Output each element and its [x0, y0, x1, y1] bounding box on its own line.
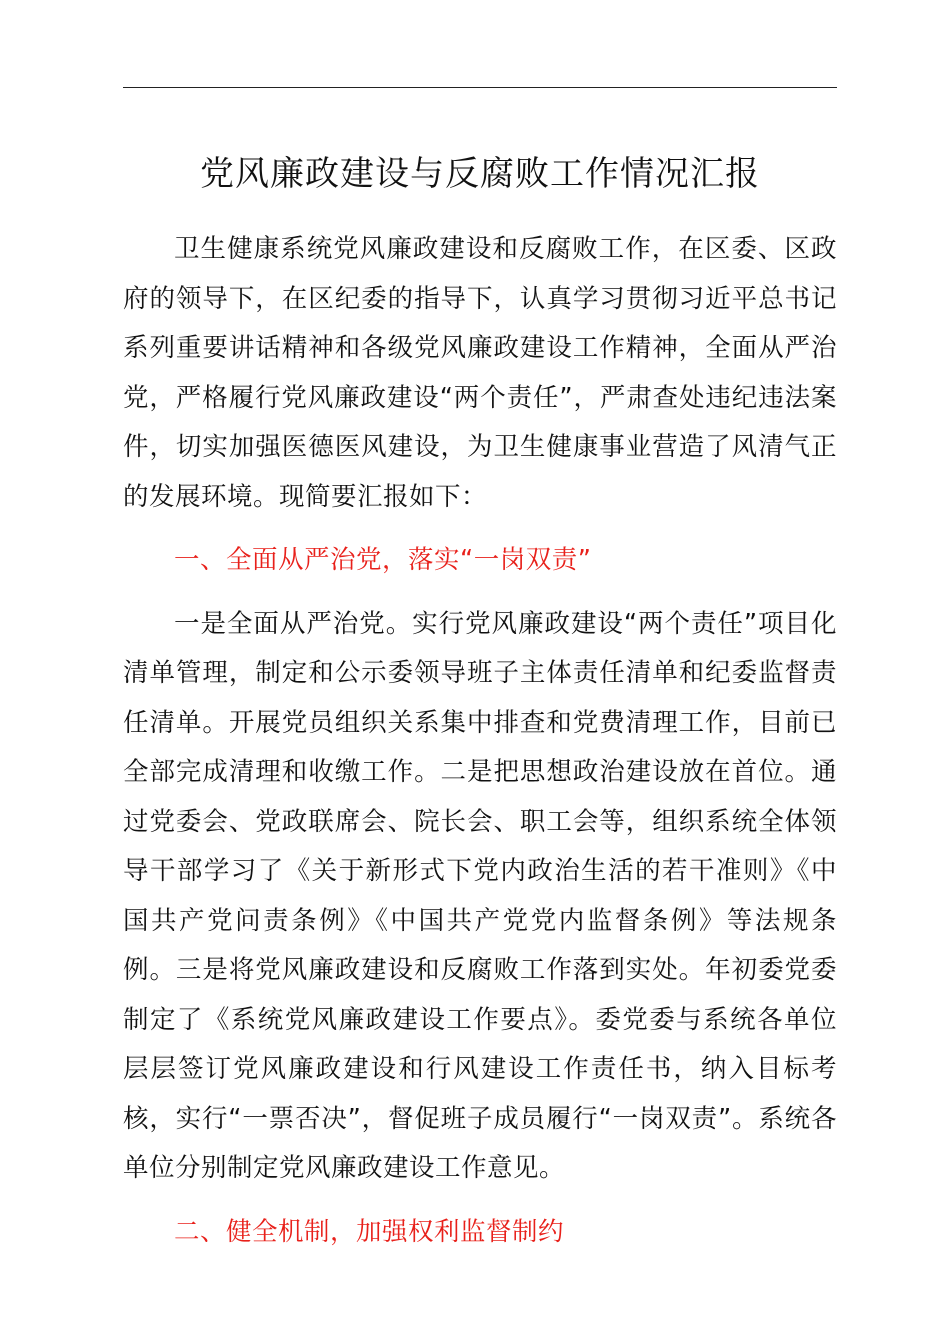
document-title: 党风廉政建设与反腐败工作情况汇报: [200, 154, 760, 194]
intro-paragraph: 卫生健康系统党风廉政建设和反腐败工作，在区委、区政府的领导下，在区纪委的指导下，认真学习贯彻习近平总书记系列重要讲话精神和各级党风廉政建设工作精神，全面从严治党，严格履行党风廉政建设“两个责任”，严肃查处违纪违法案件，切实加强医德医风建设，为卫生健康事业营造了风清气正的发展环境。现简要汇报如下：: [123, 234, 837, 512]
section-heading-1: 一、全面从严治党，落实“一岗双责”: [174, 545, 592, 575]
section-1-paragraph: 一是全面从严治党。实行党风廉政建设“两个责任”项目化清单管理，制定和公示委领导班子主体责任清单和纪委监督责任清单。开展党员组织关系集中排查和党费清理工作，目前已全部完成清理和收缴工作。二是把思想政治建设放在首位。通过党委会、党政联席会、院长会、职工会等，组织系统全体领导干部学习了《关于新形式下党内政治生活的若干准则》《中国共产党问责条例》《中国共产党党内监督条例》等法规条例。三是将党风廉政建设和反腐败工作落到实处。年初委党委制定了《系统党风廉政建设工作要点》。委党委与系统各单位层层签订党风廉政建设和行风建设工作责任书，纳入目标考核，实行“一票否决”，督促班子成员履行“一岗双责”。系统各单位分别制定党风廉政建设工作意见。: [123, 608, 837, 1183]
header-rule: [123, 87, 837, 88]
section-heading-2: 二、健全机制，加强权利监督制约: [174, 1216, 565, 1247]
document-body: [123, 225, 837, 1257]
